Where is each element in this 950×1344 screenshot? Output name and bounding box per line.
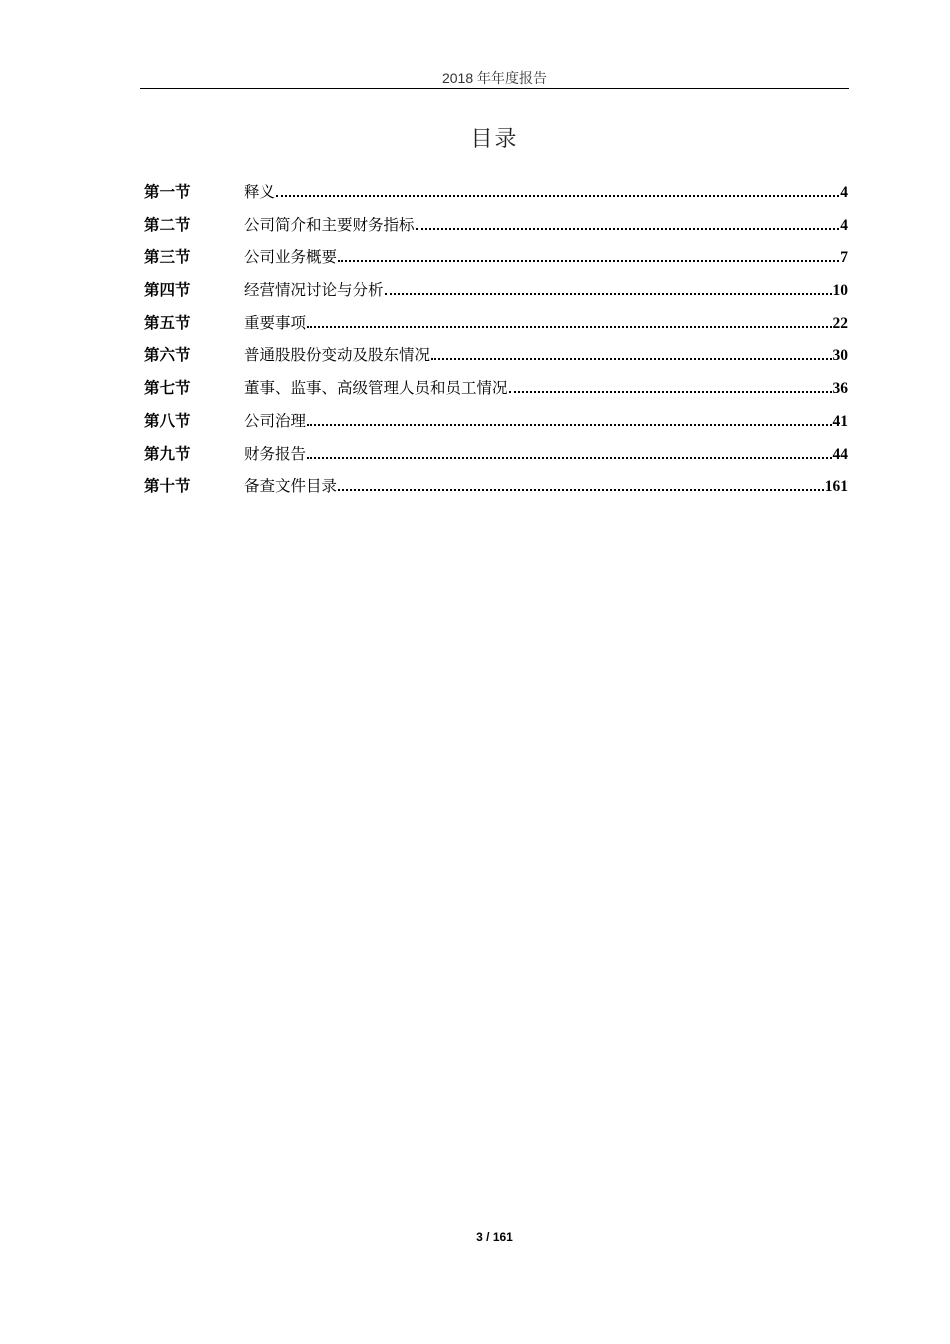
toc-section-title[interactable]: 公司业务概要	[244, 248, 338, 267]
toc-page-number: 22	[832, 314, 848, 332]
page-header: 2018 年年度报告	[441, 70, 548, 86]
toc-page-number: 10	[832, 282, 848, 300]
toc-page-number: 4	[840, 184, 848, 201]
toc-section-title[interactable]: 财务报告	[244, 444, 307, 463]
toc-leader-dots	[307, 326, 831, 328]
toc-page-number: 44	[832, 445, 848, 463]
table-of-contents	[144, 180, 848, 507]
toc-section-title[interactable]: 备查文件目录	[244, 477, 338, 496]
toc-leader-dots	[509, 391, 832, 393]
header-divider	[140, 88, 849, 89]
toc-row-1[interactable]	[144, 180, 848, 213]
toc-section-number: 第二节	[144, 214, 191, 234]
toc-leader-dots	[307, 424, 831, 426]
toc-row-7[interactable]	[144, 376, 848, 409]
toc-row-2[interactable]	[144, 213, 848, 246]
toc-row-5[interactable]	[144, 311, 848, 344]
toc-leader-dots	[338, 489, 824, 491]
toc-page-number: 4	[840, 216, 848, 234]
toc-section-title[interactable]: 重要事项	[244, 313, 307, 332]
toc-leader-dots	[385, 293, 832, 295]
toc-section-number: 第五节	[144, 312, 191, 332]
toc-section-number: 第四节	[144, 280, 191, 300]
toc-section-number: 第十节	[144, 476, 191, 496]
toc-leader-dots	[276, 195, 839, 197]
toc-title: 目录	[470, 127, 519, 152]
toc-row-6[interactable]	[144, 343, 848, 376]
toc-leader-dots	[416, 228, 840, 230]
toc-section-title[interactable]: 公司治理	[244, 411, 307, 430]
toc-section-number: 第一节	[144, 182, 191, 201]
toc-section-number: 第九节	[144, 443, 191, 463]
toc-section-title[interactable]: 经营情况讨论与分析	[244, 281, 384, 300]
toc-section-title[interactable]: 公司简介和主要财务指标	[244, 215, 415, 234]
toc-page-number: 41	[832, 412, 848, 430]
toc-section-title[interactable]: 普通股股份变动及股东情况	[244, 346, 431, 365]
toc-row-3[interactable]	[144, 245, 848, 278]
toc-section-title[interactable]: 释义	[244, 183, 276, 201]
toc-row-10[interactable]	[144, 474, 848, 507]
toc-row-4[interactable]	[144, 278, 848, 311]
toc-page-number: 7	[840, 249, 848, 267]
toc-section-number: 第六节	[144, 345, 191, 365]
toc-leader-dots	[431, 358, 831, 360]
toc-page-number: 161	[824, 478, 848, 496]
toc-row-9[interactable]	[144, 442, 848, 475]
toc-page-number: 30	[832, 347, 848, 365]
toc-leader-dots	[307, 457, 831, 459]
toc-leader-dots	[338, 260, 839, 262]
toc-section-title[interactable]: 董事、监事、高级管理人员和员工情况	[244, 379, 508, 398]
toc-section-number: 第八节	[144, 410, 191, 430]
toc-page-number: 36	[832, 380, 848, 398]
toc-row-8[interactable]	[144, 409, 848, 442]
toc-section-number: 第三节	[144, 247, 191, 267]
page-number-footer: 3 / 161	[476, 1230, 513, 1244]
toc-section-number: 第七节	[144, 378, 191, 398]
